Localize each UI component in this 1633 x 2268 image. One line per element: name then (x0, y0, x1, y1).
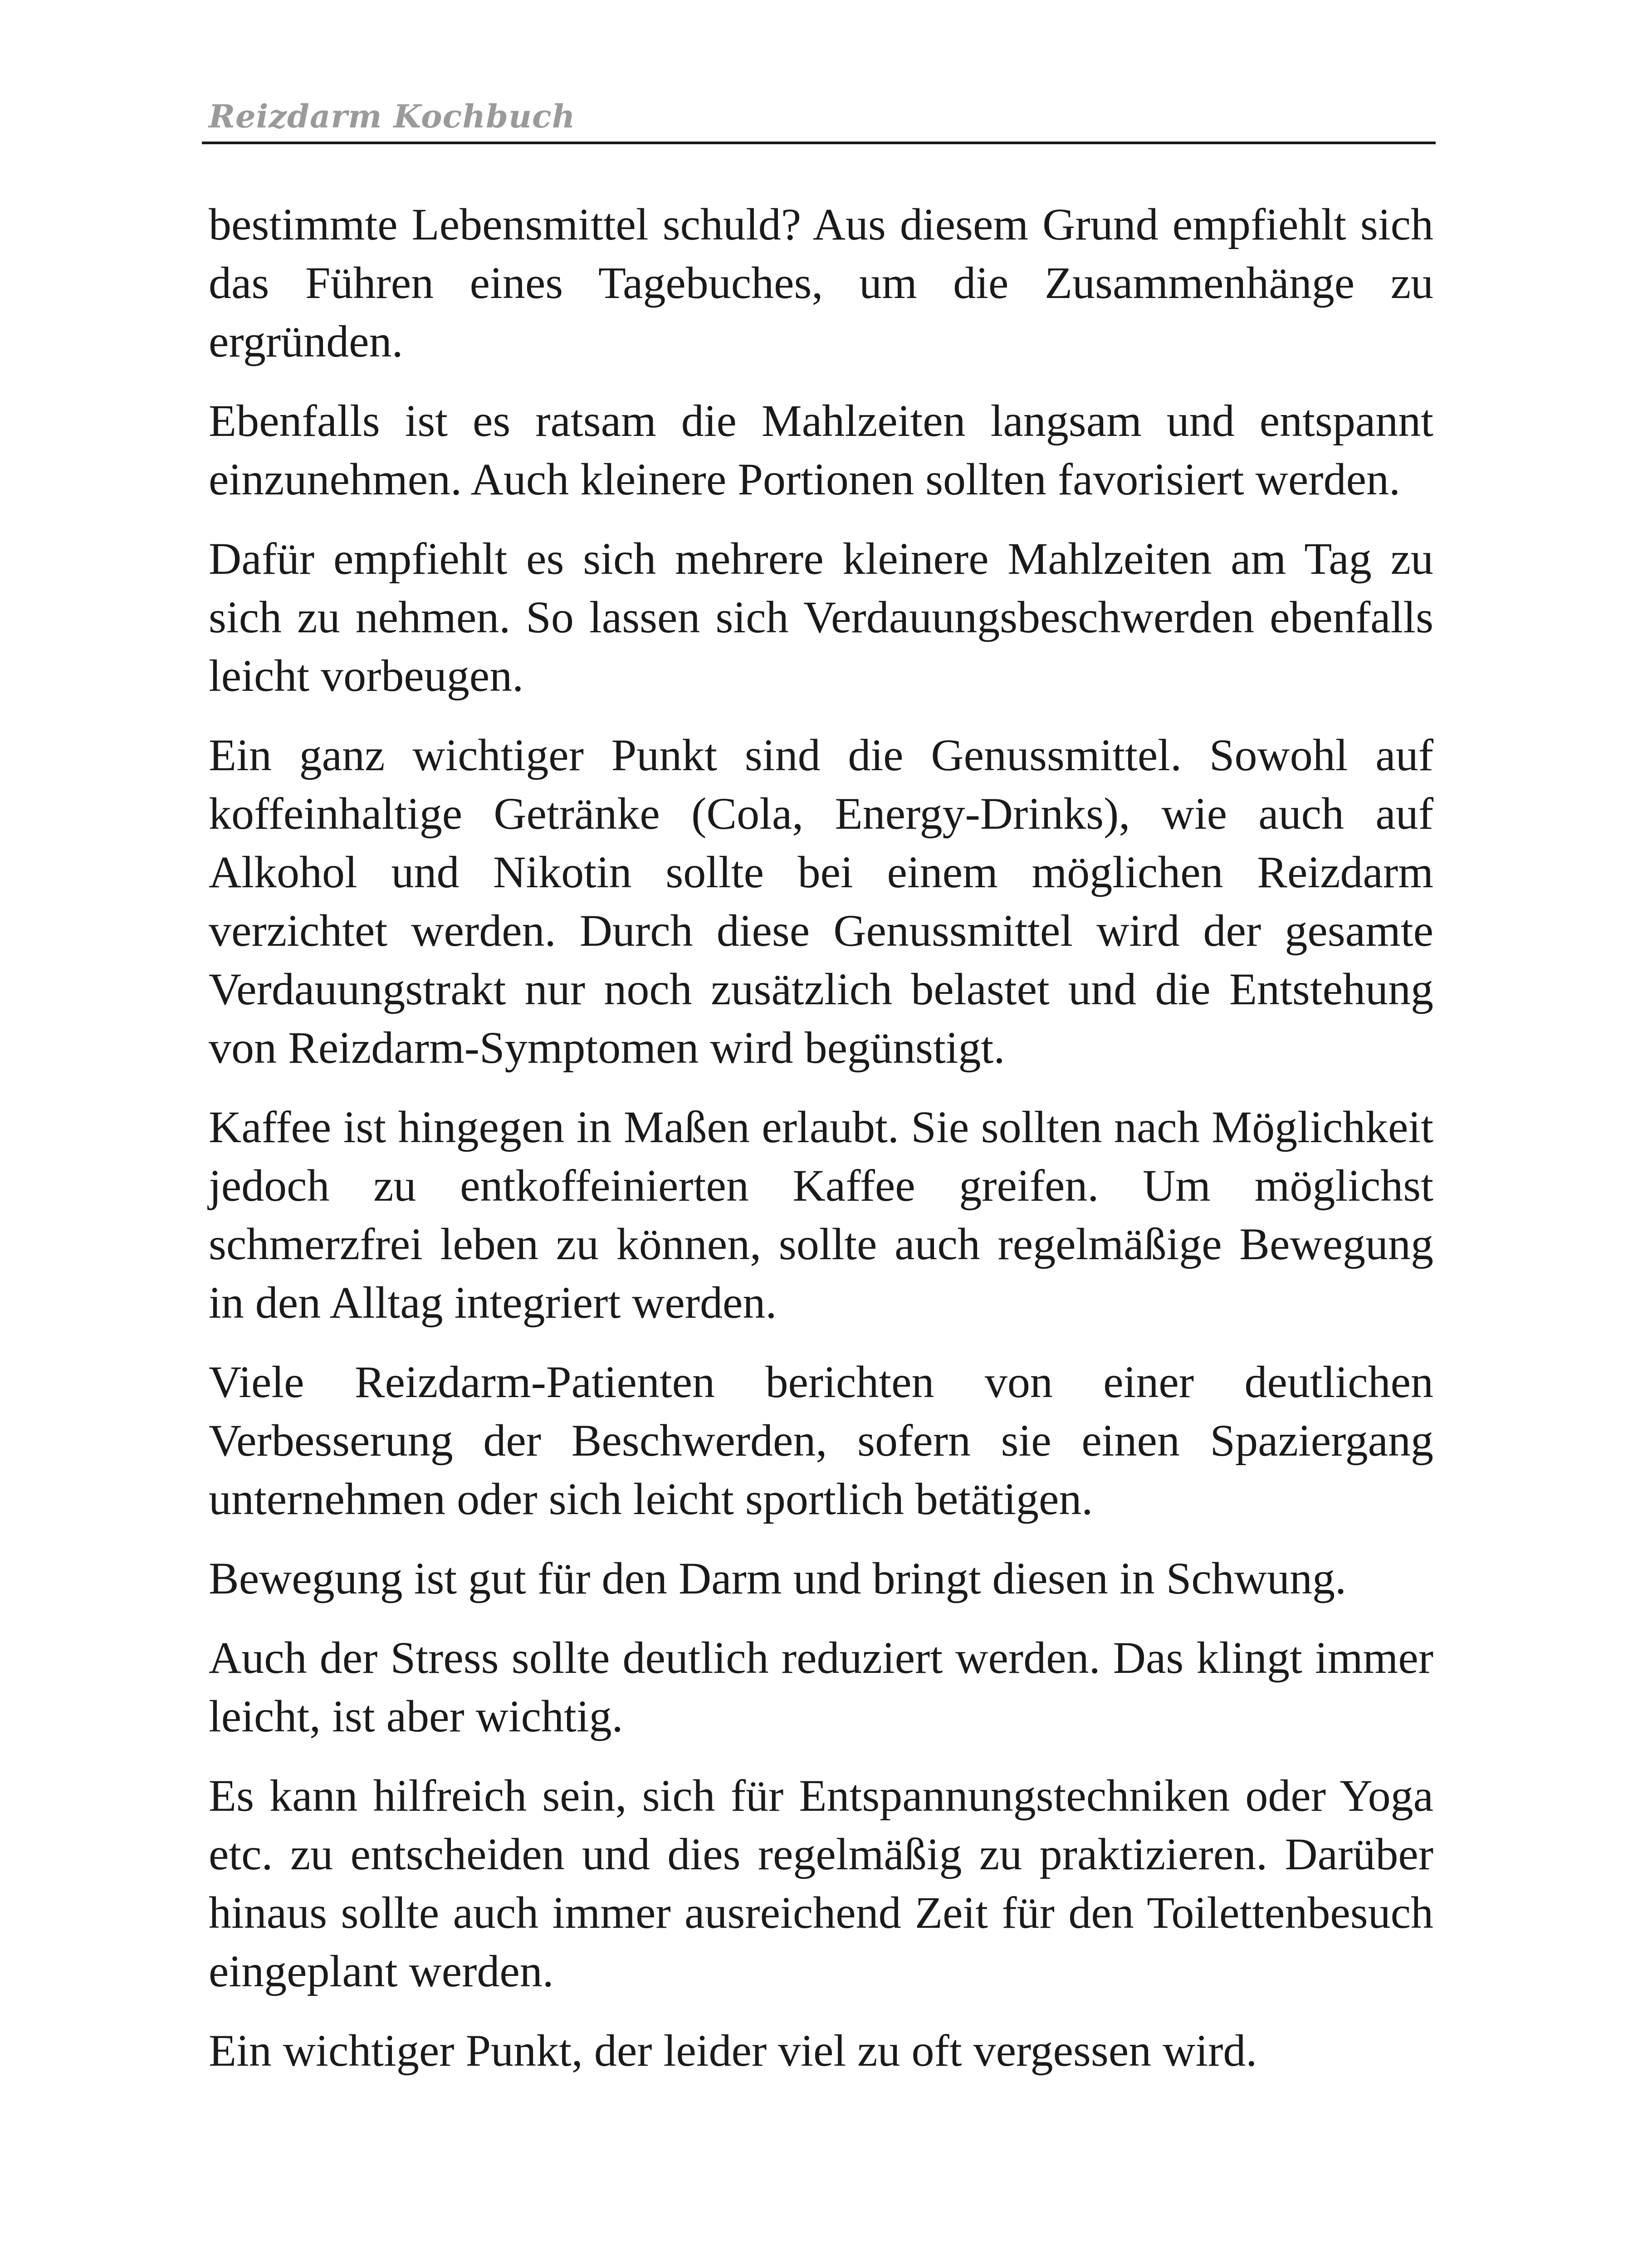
paragraph: Auch der Stress sollte deutlich reduziert werden. Das klingt immer leicht, ist aber wichtig. (209, 1633, 1433, 1741)
paragraph: Kaffee ist hingegen in Maßen erlaubt. Sie sollten nach Möglichkeit jedoch zu entkoffeinierten Kaffee greifen. Um möglichst schmerzfrei leben zu können, sollte auch regelmäßige Bewegung in den Alltag integriert werden. (209, 1102, 1433, 1328)
running-header: Reizdarm Kochbuch (209, 98, 576, 135)
body-text (209, 195, 1433, 2101)
paragraph: Ein wichtiger Punkt, der leider viel zu oft vergessen wird. (209, 2025, 1257, 2076)
paragraph: Es kann hilfreich sein, sich für Entspannungstechniken oder Yoga etc. zu entscheiden und dies regelmäßig zu praktizieren. Darüber hinaus sollte auch immer ausreichend Zeit für den Toilettenbesuch eingeplant werden. (209, 1770, 1433, 1996)
paragraph: Ebenfalls ist es ratsam die Mahlzeiten langsam und entspannt einzunehmen. Auch kleinere Portionen sollten favorisiert werden. (209, 396, 1433, 504)
paragraph: Viele Reizdarm-Patienten berichten von einer deutlichen Verbesserung der Beschwerden, sofern sie einen Spaziergang unternehmen oder sich leicht sportlich betätigen. (209, 1357, 1433, 1524)
paragraph: Ein ganz wichtiger Punkt sind die Genussmittel. Sowohl auf koffeinhaltige Getränke (Cola, Energy-Drinks), wie auch auf Alkohol und Nikotin sollte bei einem möglichen Reizdarm verzichtet werden. Durch diese Genussmittel wird der gesamte Verdauungstrakt nur noch zusätzlich belastet und die Entstehung von Reizdarm-Symptomen wird begünstigt. (209, 730, 1433, 1073)
paragraph: Bewegung ist gut für den Darm und bringt diesen in Schwung. (209, 1553, 1346, 1603)
paragraph: Dafür empfiehlt es sich mehrere kleinere Mahlzeiten am Tag zu sich zu nehmen. So lassen sich Verdauungsbeschwerden ebenfalls leicht vorbeugen. (209, 533, 1433, 701)
header-rule (202, 142, 1436, 144)
paragraph: bestimmte Lebensmittel schuld? Aus diesem Grund empfiehlt sich das Führen eines Tagebuches, um die Zusammenhänge zu ergründen. (209, 199, 1433, 367)
